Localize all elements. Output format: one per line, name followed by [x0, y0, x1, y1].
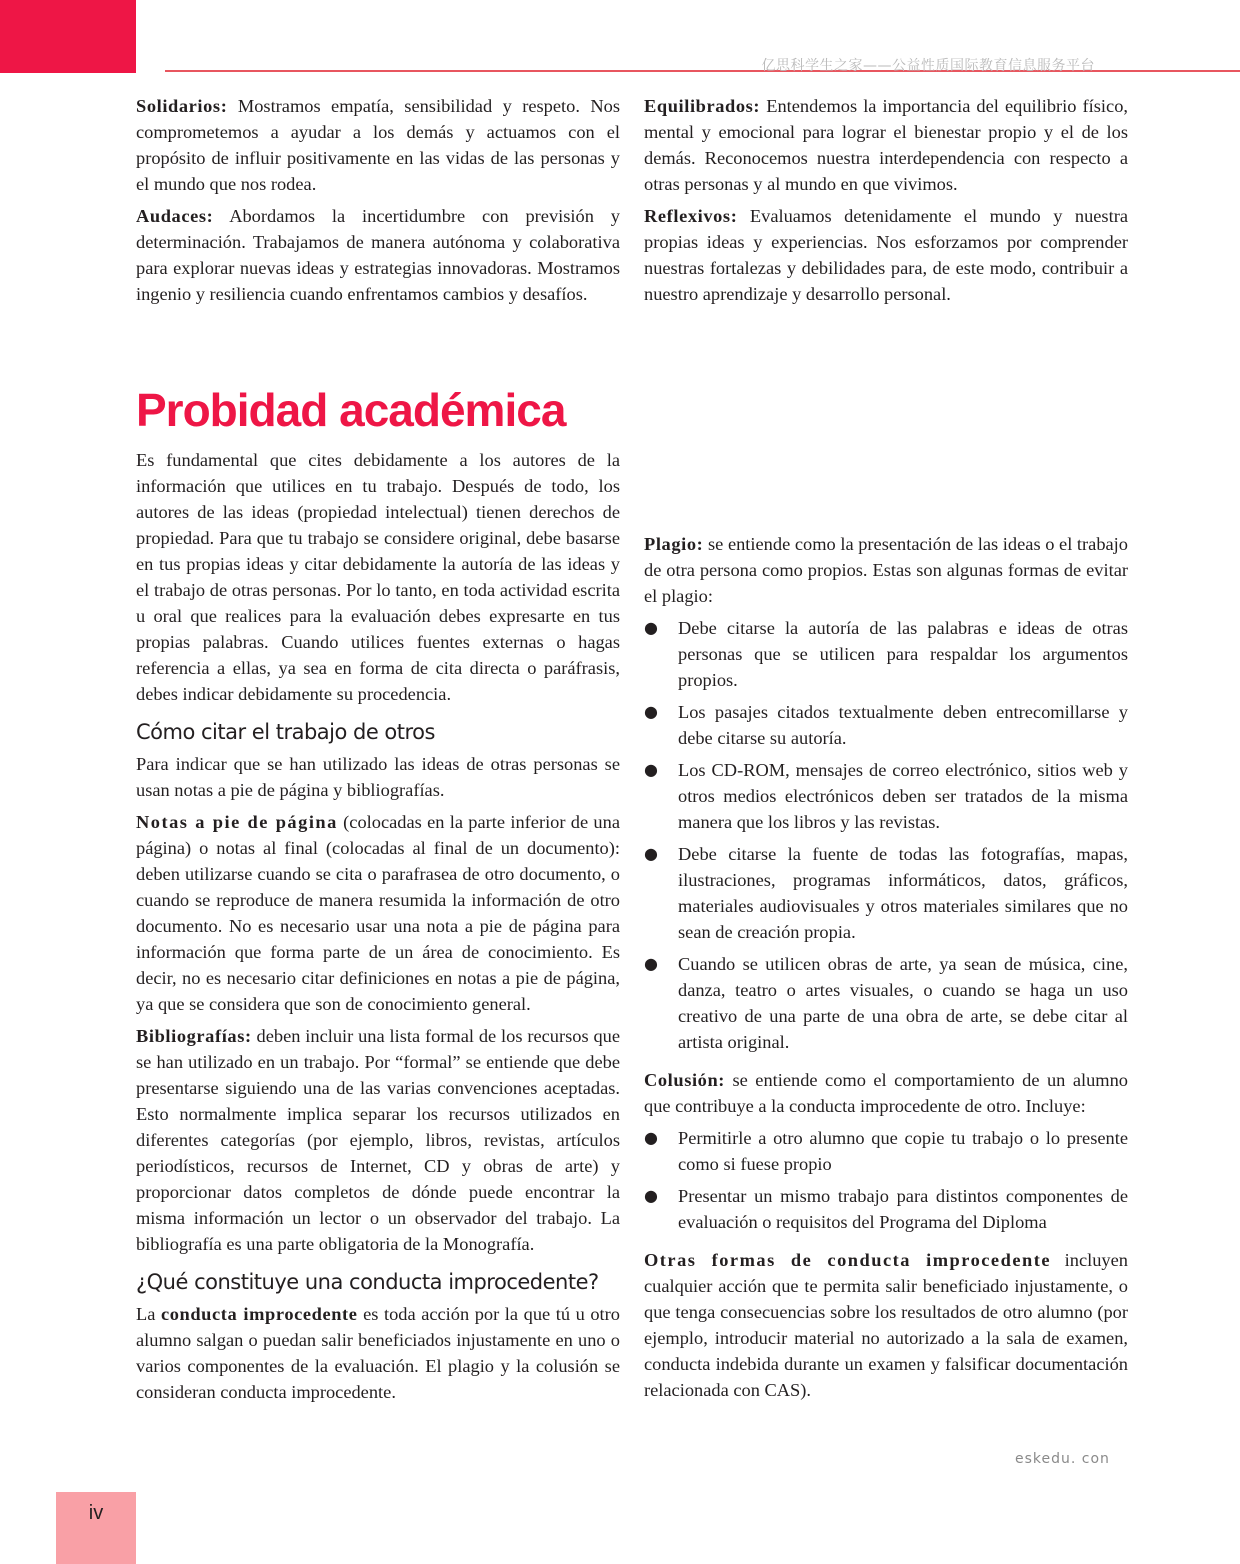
list-item — [644, 757, 1128, 835]
list-item-text: Permitirle a otro alumno que copie tu trabajo o lo presente como si fuese propio — [678, 1128, 1128, 1174]
paragraph-solidarios — [136, 93, 620, 197]
bullet-icon: ● — [644, 702, 658, 721]
profile-right-column — [644, 93, 1128, 313]
term-bibliografias: Bibliografías: — [136, 1026, 252, 1046]
header-site-text: 亿思科学生之家——公益性质国际教育信息服务平台 — [761, 58, 1095, 74]
term-equilibrados: Equilibrados: — [644, 96, 761, 116]
bullet-icon: ● — [644, 844, 658, 863]
section-title: Probidad académica — [136, 384, 566, 436]
list-item-text: Los CD-ROM, mensajes de correo electrónico, sitios web y otros medios electrónicos deben ser tratados de la misma manera que los libros y las revistas. — [678, 760, 1128, 832]
list-item — [644, 1125, 1128, 1177]
paragraph-plagio — [644, 531, 1128, 609]
list-item — [644, 841, 1128, 945]
term-notas: Notas a pie de página — [136, 812, 338, 832]
paragraph-bibliografias — [136, 1023, 620, 1257]
paragraph-notas — [136, 809, 620, 1017]
list-item — [644, 615, 1128, 693]
bullet-icon: ● — [644, 954, 658, 973]
term-otras: Otras formas de conducta improcedente — [644, 1250, 1052, 1270]
plagio-list — [644, 615, 1128, 1055]
term-colusion: Colusión: — [644, 1070, 726, 1090]
paragraph-conducta — [136, 1301, 620, 1405]
bullet-icon: ● — [644, 1128, 658, 1147]
text-plagio: se entiende como la presentación de las ideas o el trabajo de otra persona como propios. Estas son algunas formas de evitar el plagio: — [644, 534, 1128, 606]
paragraph-cite-intro: Para indicar que se han utilizado las ideas de otras personas se usan notas a pie de página y bibliografías. — [136, 754, 620, 800]
paragraph-reflexivos — [644, 203, 1128, 307]
probidad-right-column — [644, 447, 1128, 1409]
colusion-list — [644, 1125, 1128, 1235]
bullet-icon: ● — [644, 618, 658, 637]
text-otras: incluyen cualquier acción que te permita salir beneficiado injustamente, o que tenga consecuencias sobre los resultados de otro alumno (por ejemplo, introducir material no autorizado a la sala de examen, conducta indebida durante un examen y falsificar documentación relacionada con CAS). — [644, 1250, 1128, 1400]
text-notas: (colocadas en la parte inferior de una página) o notas al final (colocadas al final de un documento): deben utilizarse cuando se cita o parafrasea de otro documento, o cuando se reproduce de manera resumida la información de otro documento. No es necesario usar una nota a pie de página para información que forma parte de un área de conocimiento. Es decir, no es necesario citar definiciones en notas a pie de página, ya que se considera que son de conocimiento general. — [136, 812, 620, 1014]
term-audaces: Audaces: — [136, 206, 214, 226]
text-equilibrados: Entendemos la importancia del equilibrio físico, mental y emocional para lograr el bienestar propio y el de los demás. Reconocemos nuestra interdependencia con respecto a otras personas y al mundo en que vivimos. — [644, 96, 1128, 194]
probidad-left-column — [136, 447, 620, 1411]
text-conducta-pre: La — [136, 1304, 161, 1324]
term-reflexivos: Reflexivos: — [644, 206, 738, 226]
paragraph-intro: Es fundamental que cites debidamente a los autores de la información que utilices en tu trabajo. Después de todo, los autores de las ideas (propiedad intelectual) tienen derechos de propiedad. Para que tu trabajo se considere original, debe basarse en tus propias ideas y citar debidamente la autoría de las ideas y el trabajo de otras personas. Por lo tanto, en toda actividad escrita u oral que realices para la evaluación debes expresarte en tus propias palabras. Cuando utilices fuentes externas o hagas referencia a ellas, ya sea en forma de cita directa o paráfrasis, debes indicar debidamente su procedencia. — [136, 450, 620, 704]
profile-left-column — [136, 93, 620, 313]
text-audaces: Abordamos la incertidumbre con previsión y determinación. Trabajamos de manera autónoma y colaborativa para explorar nuevas ideas y estrategias innovadoras. Mostramos ingenio y resiliencia cuando enfrentamos cambios y desafíos. — [136, 206, 620, 304]
list-item-text: Debe citarse la autoría de las palabras e ideas de otras personas que se utilicen para respaldar los argumentos propios. — [678, 618, 1128, 690]
list-item-text: Debe citarse la fuente de todas las fotografías, mapas, ilustraciones, programas informáticos, datos, gráficos, materiales audiovisuales y otros materiales similares que no sean de creación propia. — [678, 844, 1128, 942]
subhead-conducta: ¿Qué constituye una conducta improcedente? — [136, 1270, 599, 1294]
header-accent-block — [0, 0, 136, 73]
term-solidarios: Solidarios: — [136, 96, 228, 116]
bullet-icon: ● — [644, 1186, 658, 1205]
list-item — [644, 951, 1128, 1055]
watermark: eskedu. con — [1015, 1451, 1110, 1467]
text-conducta: es toda acción por la que tú u otro alumno salgan o puedan salir beneficiados injustamente en uno o varios componentes de la evaluación. El plagio y la colusión se consideran conducta improcedente. — [136, 1304, 620, 1402]
list-item-text: Presentar un mismo trabajo para distintos componentes de evaluación o requisitos del Programa del Diploma — [678, 1186, 1128, 1232]
term-plagio: Plagio: — [644, 534, 704, 554]
text-bibliografias: deben incluir una lista formal de los recursos que se han utilizado en un trabajo. Por “formal” se entiende que debe presentarse siguiendo una de las varias convenciones aceptadas. Esto normalmente implica separar los recursos utilizados en diferentes categorías (por ejemplo, libros, revistas, artículos periodísticos, recursos de Internet, CD y obras de arte) y proporcionar datos completos de dónde puede encontrar la misma información un lector o un observador del trabajo. La bibliografía es una parte obligatoria de la Monografía. — [136, 1026, 620, 1254]
text-colusion: se entiende como el comportamiento de un alumno que contribuye a la conducta improcedente de otro. Incluye: — [644, 1070, 1128, 1116]
term-conducta: conducta improcedente — [160, 1304, 358, 1324]
bullet-icon: ● — [644, 760, 658, 779]
paragraph-equilibrados — [644, 93, 1128, 197]
text-solidarios: Mostramos empatía, sensibilidad y respeto. Nos comprometemos a ayudar a los demás y actuamos con el propósito de influir positivamente en las vidas de las personas y el mundo que nos rodea. — [136, 96, 620, 194]
subhead-cite: Cómo citar el trabajo de otros — [136, 720, 435, 744]
list-item-text: Los pasajes citados textualmente deben entrecomillarse y debe citarse su autoría. — [678, 702, 1128, 748]
text-reflexivos: Evaluamos detenidamente el mundo y nuestra propias ideas y experiencias. Nos esforzamos por comprender nuestras fortalezas y debilidades para, de este modo, contribuir a nuestro aprendizaje y desarrollo personal. — [644, 206, 1128, 304]
list-item — [644, 699, 1128, 751]
paragraph-otras — [644, 1247, 1128, 1403]
list-item-text: Cuando se utilicen obras de arte, ya sean de música, cine, danza, teatro o artes visuales, o cuando se haga un uso creativo de una parte de una obra de arte, se debe citar al artista original. — [678, 954, 1128, 1052]
paragraph-audaces — [136, 203, 620, 307]
page-number: iv — [88, 1502, 104, 1524]
list-item — [644, 1183, 1128, 1235]
paragraph-colusion — [644, 1067, 1128, 1119]
